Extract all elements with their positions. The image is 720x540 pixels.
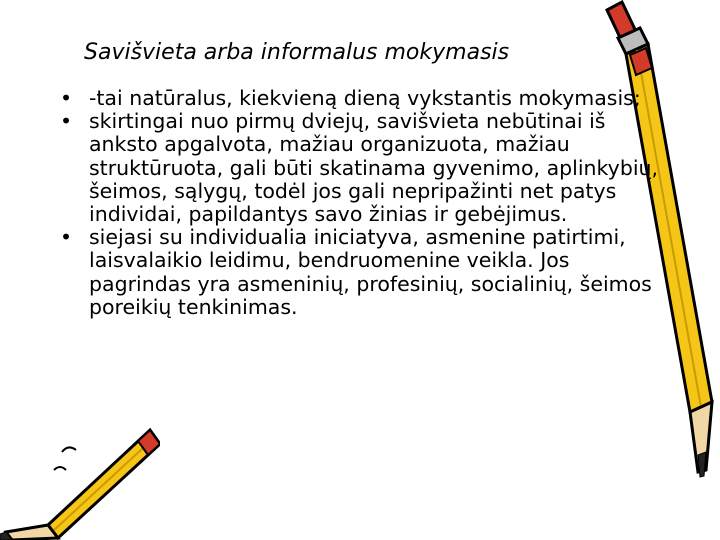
pencil-icon (0, 395, 160, 540)
bullet-list (60, 87, 660, 319)
bullet-icon: • (60, 109, 73, 134)
list-item (60, 110, 660, 226)
list-item-text: siejasi su individualia iniciatyva, asmenine patirtimi, laisvalaikio leidimu, bendruomenine veikla. Jos pagrindas yra asmeninių, profesinių, socialinių, šeimos poreikių tenkinimas. (89, 225, 652, 319)
list-item-text: -tai natūralus, kiekvieną dieną vykstantis mokymasis; (89, 86, 641, 110)
bullet-icon: • (60, 86, 73, 110)
list-item (60, 226, 660, 319)
list-item-text: skirtingai nuo pirmų dviejų, savišvieta nebūtinai iš anksto apgalvota, mažiau organizuota, mažiau struktūruota, gali būti skatinama gyvenimo, aplinkybių, šeimos, sąlygų, todėl jos gali nepripažinti net patys individai, papildantys savo žinias ir gebėjimus. (89, 109, 659, 227)
list-item (60, 87, 660, 110)
bullet-icon: • (60, 225, 73, 250)
slide-title: Savišvieta arba informalus mokymasis (84, 40, 510, 65)
